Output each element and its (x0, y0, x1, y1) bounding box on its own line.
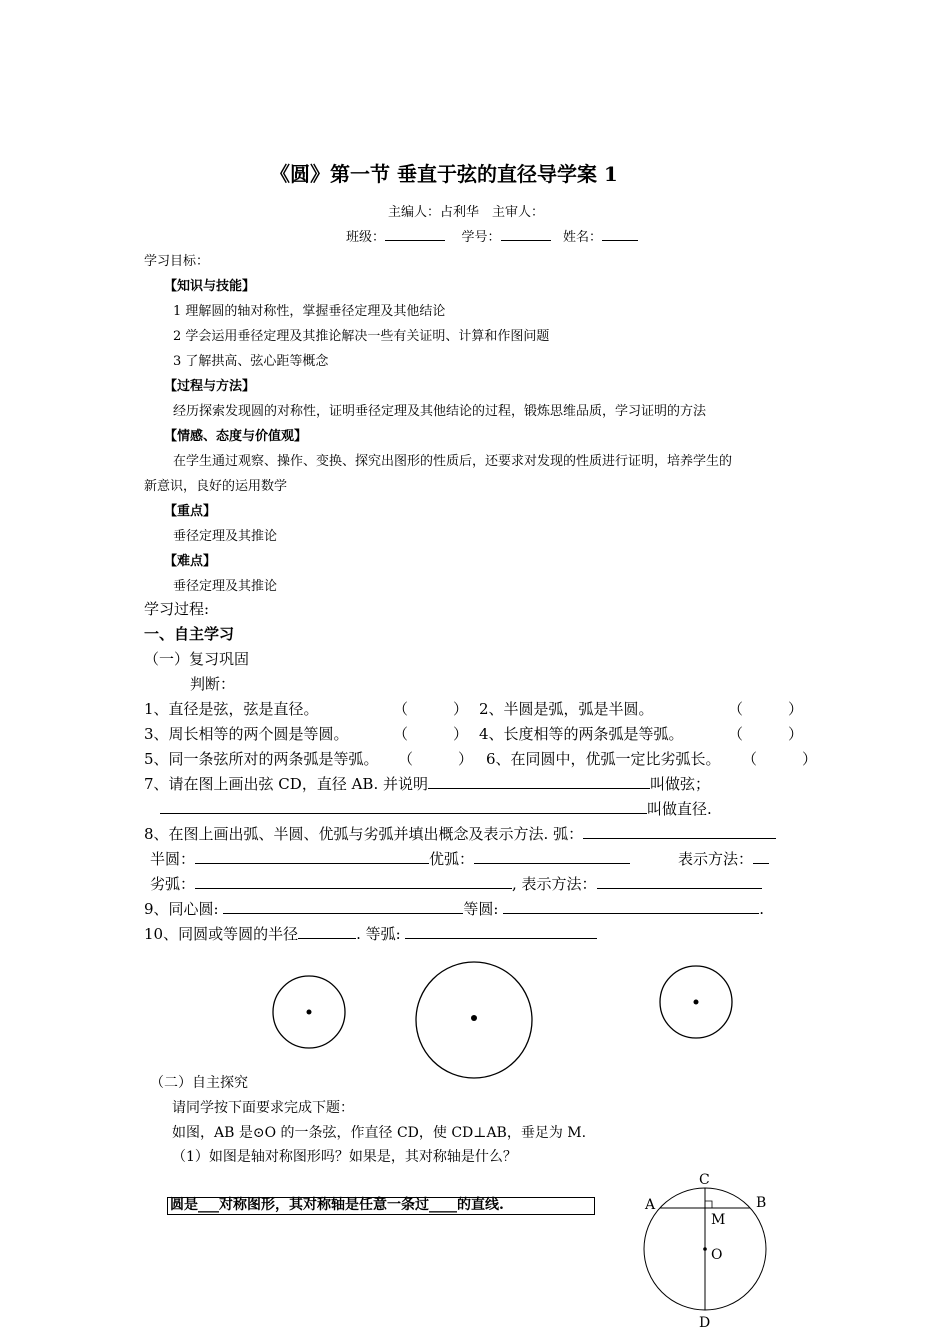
circle-figure-2[interactable] (416, 962, 532, 1078)
label-c: C (699, 1172, 710, 1188)
difficult-text: 垂径定理及其推论 (173, 579, 278, 594)
process-heading: 【过程与方法】 (164, 379, 256, 394)
question-9-end: . (759, 900, 765, 918)
question-7-suffix: 叫做弦； (649, 775, 710, 793)
emotion-text-cont: 新意识，良好的运用数学 (144, 479, 288, 494)
objectives-heading: 学习目标： (144, 254, 210, 269)
authors: 主编人：占利华 主审人： (388, 205, 545, 220)
label-a: A (645, 1197, 656, 1213)
label-b: B (756, 1195, 767, 1211)
question-4: 4、长度相等的两条弧是等弧。 (479, 725, 684, 743)
equal-arc-label: . 等弧: (356, 925, 401, 943)
knowledge-item: 1 理解圆的轴对称性，掌握垂径定理及其他结论 (173, 304, 446, 319)
perpendicular-diameter-figure (644, 1188, 766, 1310)
minor-arc-label: 劣弧： (150, 875, 196, 893)
explore-setup: 如图，AB 是⊙O 的一条弦，作直径 CD，使 CD⊥AB，垂足为 M. (172, 1125, 587, 1141)
label-o: O (711, 1247, 723, 1263)
emotion-heading: 【情感、态度与价值观】 (164, 429, 308, 444)
question-1: 1、直径是弦，弦是直径。 (144, 700, 319, 718)
label-m: M (711, 1212, 726, 1228)
answer-paren-5[interactable]: （ ） (398, 750, 474, 768)
sub-2-heading: （二）自主探究 (150, 1075, 248, 1091)
process-text: 经历探索发现圆的对称性，证明垂径定理及其他结论的过程，锻炼思维品质，学习证明的方法 (173, 404, 707, 419)
knowledge-heading: 【知识与技能】 (164, 279, 256, 294)
explore-instruction: 请同学按下面要求完成下题： (172, 1100, 354, 1116)
knowledge-item: 3 了解拱高、弦心距等概念 (173, 354, 329, 369)
question-6: 6、在同圆中，优弧一定比劣弧长。 (486, 750, 721, 768)
answer-box[interactable]: 圆是___对称图形，其对称轴是任意一条过____的直线. (167, 1197, 595, 1215)
explore-question-1: （1）如图是轴对称图形吗？如果是，其对称轴是什么？ (172, 1149, 517, 1165)
circle-figure-1[interactable] (273, 976, 345, 1048)
key-heading: 【重点】 (164, 504, 217, 519)
judge-label: 判断： (190, 675, 236, 693)
sub-1-heading: （一）复习巩固 (144, 650, 250, 668)
question-8-text: 8、在图上画出弧、半圆、优弧与劣弧并填出概念及表示方法. 弧： (144, 825, 584, 843)
notation-text-2: , 表示方法： (512, 875, 597, 893)
answer-paren-4[interactable]: （ ） (728, 725, 804, 743)
semicircle-label: 半圆： (150, 850, 196, 868)
difficult-heading: 【难点】 (164, 554, 217, 569)
class-label: 班级： (346, 230, 386, 245)
answer-paren-2[interactable]: （ ） (728, 700, 804, 718)
question-2: 2、半圆是弧，弧是半圆。 (479, 700, 654, 718)
emotion-text: 在学生通过观察、操作、变换、探究出图形的性质后，还要求对发现的性质进行证明，培养学生的 (173, 454, 733, 469)
major-arc-label: 优弧： (429, 850, 475, 868)
radius-label: 10、同圆或等圆的半径 (144, 925, 299, 943)
question-7-suffix-2: 叫做直径. (647, 800, 712, 818)
answer-paren-3[interactable]: （ ） (393, 725, 469, 743)
id-label: 学号： (461, 230, 501, 245)
section-1-heading: 一、自主学习 (144, 625, 235, 643)
knowledge-item: 2 学会运用垂径定理及其推论解决一些有关证明、计算和作图问题 (173, 329, 550, 344)
name-label: 姓名： (562, 230, 602, 245)
process-section-heading: 学习过程: (144, 600, 210, 618)
question-3: 3、周长相等的两个圆是等圆。 (144, 725, 349, 743)
answer-paren-6[interactable]: （ ） (742, 750, 818, 768)
circle-figure-3[interactable] (660, 966, 732, 1038)
key-text: 垂径定理及其推论 (173, 529, 278, 544)
notation-text: 表示方法： (678, 850, 754, 868)
label-d: D (699, 1315, 711, 1331)
answer-paren-1[interactable]: （ ） (393, 700, 469, 718)
page-title: 《圆》第一节 垂直于弦的直径导学案 1 (270, 162, 618, 186)
question-5: 5、同一条弦所对的两条弧是等弧。 (144, 750, 379, 768)
question-7-text: 7、请在图上画出弦 CD，直径 AB. 并说明 (144, 775, 428, 793)
equal-circle-label: 等圆: (463, 900, 499, 918)
concentric-label: 9、同心圆: (144, 900, 219, 918)
